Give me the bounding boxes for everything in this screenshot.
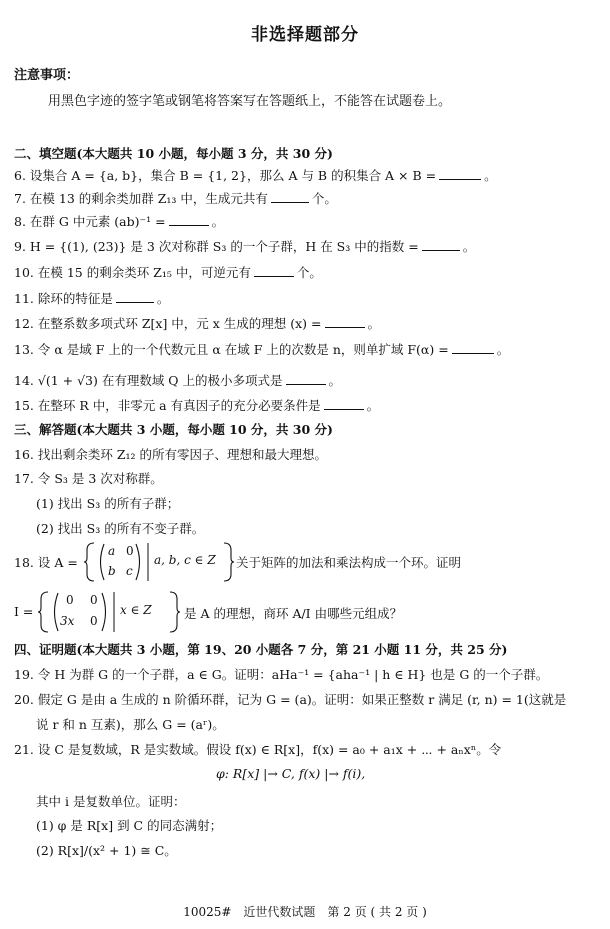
question-11-text: 11. 除环的特征是 (14, 291, 113, 306)
answer-blank (325, 316, 365, 328)
right-paren (102, 593, 106, 631)
set-brace-svg (38, 589, 180, 635)
answer-blank (286, 373, 326, 385)
question-20-line-2: 说 r 和 n 互素)，那么 G = (aʳ)。 (36, 717, 225, 732)
question-14-text: 14. √(1 + √3) 在有理数域 Q 上的极小多项式是 (14, 373, 283, 388)
left-brace (38, 592, 48, 632)
notice-text: 用黑色字迹的签字笔或钢笔将答案写在答题纸上，不能答在试题卷上。 (48, 94, 452, 109)
question-14 (14, 371, 341, 389)
matrix-set-A (84, 540, 234, 588)
notice-heading: 注意事项： (14, 68, 80, 83)
question-9-end: 。 (462, 239, 476, 254)
question-18 (14, 553, 78, 571)
left-paren (55, 593, 59, 631)
ideal-I-prefix (14, 604, 33, 619)
page-footer: 10025# 近世代数试题 第 2 页 ( 共 2 页 ) (183, 905, 427, 919)
question-12 (14, 314, 380, 332)
question-17-part-2: (2) 找出 S₃ 的所有不变子群。 (36, 521, 205, 536)
question-7-text: 7. 在模 13 的剩余类加群 Z₁₃ 中，生成元共有 (14, 191, 268, 206)
section-3-heading: 三、解答题(本大题共 3 小题，每小题 10 分，共 30 分) (14, 422, 333, 437)
question-17-part-1: (1) 找出 S₃ 的所有子群； (36, 496, 180, 511)
question-18-suffix: 关于矩阵的加法和乘法构成一个环。证明 (236, 555, 462, 570)
section-2-heading: 二、填空题(本大题共 10 小题，每小题 3 分，共 30 分) (14, 146, 333, 161)
set-I-condition: x ∈ Z (120, 603, 152, 617)
question-10-end: 个。 (296, 265, 322, 280)
question-12-text: 12. 在整系数多项式环 Z[x] 中，元 x 生成的理想 (x) = (14, 316, 322, 331)
question-9-text: 9. H = {(1), (23)} 是 3 次对称群 S₃ 的一个子群，H 在 S₃ 中的指数 = (14, 239, 419, 254)
right-brace (224, 543, 234, 581)
question-21-formula: φ: R[x] |→ C, f(x) |→ f(i), (216, 766, 366, 781)
question-6-end: 。 (484, 168, 497, 183)
question-17: 17. 令 S₃ 是 3 次对称群。 (14, 471, 163, 486)
answer-blank (439, 168, 481, 180)
question-14-end: 。 (328, 373, 342, 388)
question-13-end: 。 (496, 342, 510, 357)
matrix-i21: 3x (60, 614, 75, 628)
answer-blank (271, 191, 309, 203)
question-11 (14, 289, 169, 307)
matrix-a22: c (126, 564, 133, 578)
question-15-end: 。 (366, 398, 380, 413)
matrix-i11: 0 (66, 593, 74, 607)
question-21-line-1: 21. 设 C 是复数域，R 是实数域。假设 f(x) ∈ R[x]，f(x) = a₀ + a₁x + ⋯ + aₙxⁿ。令 (14, 742, 502, 757)
question-13-text: 13. 令 α 是域 F 上的一个代数元且 α 在域 F 上的次数是 n，则单扩域 F(α) = (14, 342, 449, 357)
question-16: 16. 找出剩余类环 Z₁₂ 的所有零因子、理想和最大理想。 (14, 447, 328, 462)
question-21-line-2: 其中 i 是复数单位。证明： (36, 794, 186, 809)
right-paren (136, 544, 140, 580)
question-10-text: 10. 在模 15 的剩余类环 Z₁₅ 中，可逆元有 (14, 265, 251, 280)
question-19: 19. 令 H 为群 G 的一个子群，a ∈ G。证明：aHa⁻¹ = {aha⁻¹ | h ∈ H} 也是 G 的一个子群。 (14, 667, 549, 682)
section-4-heading: 四、证明题(本大题共 3 小题，第 19、20 小题各 7 分，第 21 小题 11 分，共 25 分) (14, 642, 508, 657)
question-21-part-1: (1) φ 是 R[x] 到 C 的同态满射； (36, 818, 223, 833)
question-10 (14, 263, 322, 281)
question-18-prefix: 18. 设 A = (14, 555, 78, 570)
matrix-i22: 0 (90, 614, 98, 628)
matrix-a11: a (108, 544, 116, 558)
question-15 (14, 396, 379, 414)
question-7-end: 个。 (311, 191, 337, 206)
page-title: 非选择题部分 (251, 25, 359, 45)
question-20-line-1: 20. 假定 G 是由 a 生成的 n 阶循环群，记为 G = (a)。证明：如果正整数 r 满足 (r, n) = 1(这就是 (14, 692, 567, 707)
matrix-set-I (38, 589, 180, 639)
question-15-text: 15. 在整环 R 中，非零元 a 有真因子的充分必要条件是 (14, 398, 321, 413)
question-21-part-2: (2) R[x]/(x² + 1) ≅ C。 (36, 843, 177, 858)
question-8-end: 。 (211, 214, 225, 229)
right-brace (170, 592, 180, 632)
question-9 (14, 237, 475, 255)
left-brace (84, 543, 94, 581)
answer-blank (116, 291, 154, 303)
question-13 (14, 340, 509, 358)
matrix-a12: 0 (126, 544, 134, 558)
matrix-a21: b (108, 564, 116, 578)
question-8 (14, 212, 224, 230)
question-11-end: 。 (156, 291, 170, 306)
ideal-I-label: I = (14, 604, 34, 619)
answer-blank (254, 265, 294, 277)
left-paren (101, 544, 105, 580)
question-6-text: 6. 设集合 A = {a, b}，集合 B = {1, 2}，那么 A 与 B 的积集合 A × B = (14, 168, 437, 183)
question-6 (14, 166, 497, 184)
ideal-I-suffix: 是 A 的理想，商环 A/I 由哪些元组成？ (184, 606, 403, 621)
question-7 (14, 189, 337, 207)
matrix-i12: 0 (90, 593, 98, 607)
answer-blank (324, 398, 364, 410)
answer-blank (452, 342, 494, 354)
set-A-condition: a, b, c ∈ Z (154, 553, 216, 567)
question-12-end: 。 (367, 316, 381, 331)
question-8-text: 8. 在群 G 中元素 (ab)⁻¹ = (14, 214, 166, 229)
answer-blank (422, 239, 460, 251)
answer-blank (169, 214, 209, 226)
